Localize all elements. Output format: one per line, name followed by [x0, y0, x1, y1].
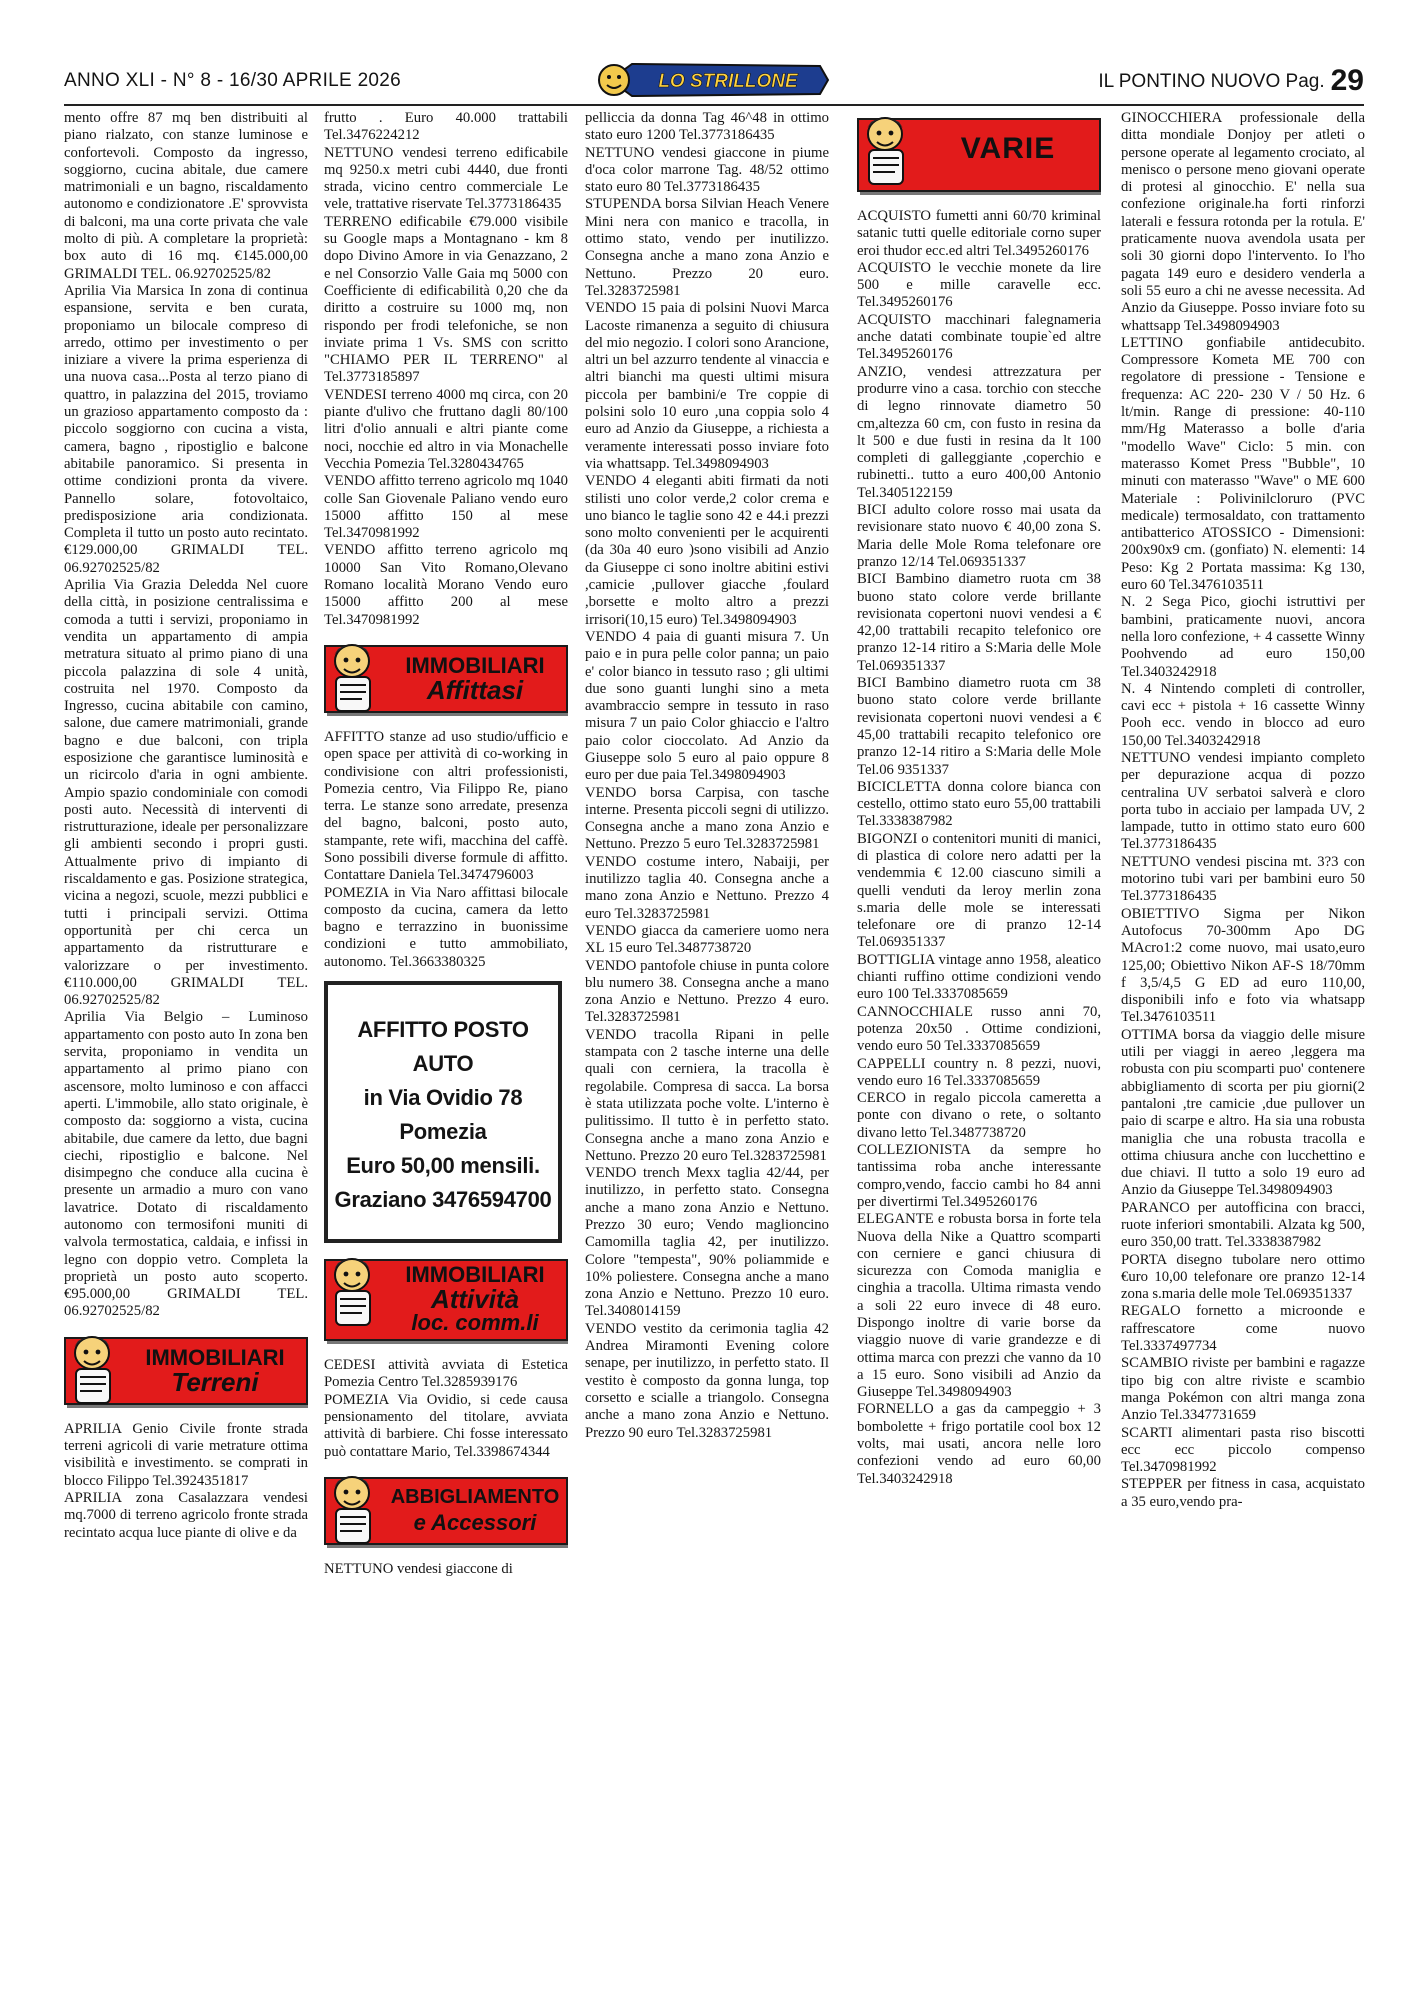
- banner-subtitle-2: loc. comm.li: [411, 1310, 539, 1336]
- classified-ad: VENDO 15 paia di polsini Nuovi Marca Lacoste rimanenza a seguito di chiusura del mio negozio. I colori sono Arancione, altri un bel azzurro tendente al vinaccia e altri bianchi ma questi ultimi misura piccola per bambini/e Tre coppie di polsini solo 10 euro ,una coppia solo 4 euro ad Anzio da Giuseppe, a richiesta a veramente interessati posso inviare foto via whattsapp. Tel.3498094903: [585, 300, 829, 472]
- classified-ad: PORTA disegno tubolare nero ottimo €uro 10,00 telefonare ore pranzo 12-14 zona s.maria delle mole Tel.069351337: [1121, 1251, 1365, 1303]
- banner-title: VARIE: [960, 132, 1056, 165]
- classified-ad: ANZIO, vendesi attrezzatura per produrre vino a casa. torchio con stecche di legno rinnovate diametro 50 cm,altezza 60 cm, con fusto in resina da lt 500 e due fusti in resina da lt 100 completi di galleggiante ,coperchio e rubinetti.. tutto a euro 400,00 Antonio Tel.3405122159: [857, 363, 1101, 501]
- banner-title: ABBIGLIAMENTO: [390, 1485, 560, 1508]
- classified-ad: VENDO vestito da cerimonia taglia 42 Andrea Miramonti Evening colore senape, per inutilizzo, in perfetto stato. Il vestito è composto da gonna lunga, top corsetto e scialle a triangolo. Consegna anche a mano zona Anzio e Nettuno. Prezzo 90 euro Tel.3283725981: [585, 1320, 829, 1441]
- classified-ad: BOTTIGLIA vintage anno 1958, aleatico chianti ruffino ottime condizioni vendo euro 100 Tel.3337085659: [857, 951, 1101, 1003]
- publication-name: IL PONTINO NUOVO Pag.: [1098, 71, 1325, 92]
- classified-ad: VENDO pantofole chiuse in punta colore blu numero 38. Consegna anche a mano zona Anzio e Nettuno. Prezzo 4 euro. Tel.3283725981: [585, 957, 829, 1026]
- classified-ad: Aprilia Via Marsica In zona di continua espansione, servita e ben curata, proponiamo un bilocale compreso di arredo, ottimo per investimento o per iniziare a vivere la prima esperienza di una nuova casa...Posta al terzo piano di quattro, in palazzina del 2015, troviamo un grazioso appartamento composto da : piccolo soggiorno con cucina a vista, camera, bagno , ripostiglio e balcone abitabile panoramico. Si presenta in ottime condizioni pronta da vivere. Pannello solare, fotovoltaico, predisposizione aria condizionata. Completa il tutto un posto auto recintato. €129.000,00 GRIMALDI TEL. 06.92702525/82: [64, 282, 308, 576]
- classified-ad: AFFITTO stanze ad uso studio/ufficio e open space per attività di co-working in condivisione con altri professionisti, Pomezia centro, Via Filippo Re, piano terra. Le stanze sono arredate, presenza del bagno, balconi, posto auto, stampante, rete wifi, macchina del caffè. Sono possibili diverse formule di affitto. Contattare Daniela Tel.3474796003: [324, 728, 568, 884]
- column-5: [1121, 110, 1365, 1976]
- classified-ad: LETTINO gonfiabile antidecubito. Compressore Kometa ME 700 con regolatore di pressione - Tensione e frequenza: AC 220- 230 V / 50 Hz. 6 lt/min. Range di pressione: 40-110 mm/Hg Materasso a bolle d'aria "modello Wave" Ciclo: 5 min. con materasso Komet Press "Bubble", 10 minuti con materasso "Wave" o ME 600 Materiale : Polivinilcloruro (PVC medicale) termosaldato, con trattamento antibatterico ATOSSICO - Dimensioni: 200x90x9 cm. (gonfiato) N. elementi: 14 Peso: Kg 2 Portata massima: Kg 130, euro 60 Tel.3476103511: [1121, 334, 1365, 594]
- classified-ad: frutto . Euro 40.000 trattabili Tel.3476224212: [324, 110, 568, 144]
- classified-ad: VENDO tracolla Ripani in pelle stampata con 2 tasche interne una delle quali con cerniera, la tracolla è regolabile. Compresa di sacca. La borsa è stata utilizzata poche volte. L'interno è pulitissimo. Il tutto è in perfetto stato. Consegna anche a mano zona Anzio e Nettuno. Prezzo 20 euro Tel.3283725981: [585, 1026, 829, 1164]
- classified-ad: TERRENO edificabile €79.000 visibile su Google maps a Montagnano - km 8 dopo Divino Amore in via Genazzano, 2 e nel Consorzio Valle Gaia mq 5000 con Coefficiente di edificabilità 0,20 che da diritto a costruire su 1000 mq, non rispondo per frodi telefoniche, se non inviate prima 1 Vs. SMS con scritto "CHIAMO PER IL TERRENO" al Tel.3773185897: [324, 213, 568, 386]
- masthead-logo-text: LO STRILLONE: [658, 71, 798, 92]
- classified-ad: STUPENDA borsa Silvian Heach Venere Mini nera con manico e tracolla, in ottimo stato, vendo per inutilizzo. Consegna anche a mano zona Anzio e Nettuno. Prezzo 20 euro. Tel.3283725981: [585, 196, 829, 299]
- classified-ad: APRILIA Genio Civile fronte strada terreni agricoli di varie metrature ottima visibilità e investimento. se comprati in blocco Filippo Tel.3924351817: [64, 1420, 308, 1489]
- newsboy-mascot-icon: [324, 639, 386, 717]
- publication-line: [1098, 64, 1364, 98]
- classified-ad: VENDO affitto terreno agricolo mq 10000 San Vito Romano,Olevano Romano località Morano Vendo euro 15000 affitto 200 al mese Tel.3470981992: [324, 542, 568, 628]
- classified-ad: CERCO in regalo piccola cameretta a ponte con divano o rete, o soltanto divano letto Tel.3487738720: [857, 1090, 1101, 1141]
- classified-ad: STEPPER per fitness in casa, acquistato a 35 euro,vendo pra-: [1121, 1476, 1365, 1510]
- column-3: [585, 110, 829, 1976]
- newsboy-mascot-icon: [857, 112, 919, 190]
- section-banner-abbigliamento: [324, 1477, 568, 1545]
- classified-ad: CANNOCCHIALE russo anni 70, potenza 20x50 . Ottime condizioni, vendo euro 50 Tel.3337085659: [857, 1003, 1101, 1055]
- column-1: [64, 110, 308, 1976]
- classified-ad: BICI Bambino diametro ruota cm 38 buono stato colore verde brillante revisionata copertoni nuovi vendesi a € 42,00 trattabili recapito telefonico ore pranzo 12-14 ritiro a S:Maria delle Mole Tel.069351337: [857, 571, 1101, 674]
- classified-ad: Aprilia Via Belgio – Luminoso appartamento con posto auto In zona ben servita, proponiamo in vendita un appartamento al primo piano con ascensore, molto luminoso e con affacci aperti. L'immobile, allo stato originale, è composto da: soggiorno a vista, cucina abitabile, due camere da letto, due bagni ciechi, ripostiglio e balcone. Nel disimpegno che conduce alla cucina è presente un armadio a muro con vano lavatrice. Dotato di riscaldamento autonomo con termosifoni muniti di valvola termostatica, caldaia, e infissi in legno con doppio vetro. Completa la proprietà un posto auto scoperto. €95.000,00 GRIMALDI TEL. 06.92702525/82: [64, 1009, 308, 1320]
- newsboy-mascot-icon: [324, 1471, 386, 1549]
- classified-ad: Aprilia Via Grazia Deledda Nel cuore della città, in posizione centralissima e comoda a tutti i servizi, proponiamo in vendita un appartamento di ampia metratura situato al primo piano di una piccola palazzina di sole 4 unità, costruita nel 1970. Composto da Ingresso, cucina abitabile con camino, salone, due camere matrimoniali, grande bagno e due balconi, con tripla esposizione che garantisce luminosità e un ricircolo d'aria in ogni ambiente. Ampio spazio condominiale con comodi posti auto. Necessità di interventi di ristrutturazione, ideale per personalizzare gli ambienti secondo i propri gusti. Attualmente privo di impianto di riscaldamento e gas. Posizione strategica, vicina a negozi, scuole, mezzi pubblici e tutti i principali servizi. Ottima opportunità per chi cerca un appartamento da ristrutturare e valorizzare o per investimento. €110.000,00 GRIMALDI TEL. 06.92702525/82: [64, 577, 308, 1009]
- classified-ad: VENDO 4 eleganti abiti firmati da noti stilisti uno color verde,2 color crema e uno bianco le taglie sono 42 e 44.i prezzi sono molto convenienti per le acquirenti (da 30a 40 euro )sono visibili ad Anzio da Giuseppe ci sono inoltre abitini estivi ,camicie ,pullover giacche ,foulard ,borsette e molto altro a prezzi irrisori(10,15 euro) Tel.3498094903: [585, 473, 829, 628]
- classified-ad: PARANCO per autofficina con bracci, ruote inferiori smontabili. Alzata kg 500, euro 350,00 tratt. Tel.3338387982: [1121, 1199, 1365, 1251]
- classified-ad: pelliccia da donna Tag 46^48 in ottimo stato euro 1200 Tel.3773186435: [585, 110, 829, 144]
- section-banner-terreni: [64, 1337, 308, 1405]
- classified-ad: VENDO trench Mexx taglia 42/44, per inutilizzo, in perfetto stato. Consegna anche a mano zona Anzio e Nettuno. Prezzo 30 euro; Vendo maglioncino Camomilla taglia 42, per inutilizzo. Colore "tempesta", 90% poliammide e 10% poliestere. Consegna anche a mano zona Anzio e Nettuno. Prezzo 10 euro. Tel.3408014159: [585, 1165, 829, 1320]
- classified-ad: VENDO borsa Carpisa, con tasche interne. Presenta piccoli segni di utilizzo. Consegna anche a mano zona Anzio e Nettuno. Prezzo 5 euro Tel.3283725981: [585, 784, 829, 853]
- classified-ad: VENDO 4 paia di guanti misura 7. Un paio e in pura pelle color panna; un paio e' color bianco in tessuto raso ; gli ultimi due sono guanti lunghi sino a meta avambraccio sempre in tessuto in raso misura 7 un paio Color ghiaccio e l'altro paio color cioccolato. Ad Anzio da Giuseppe solo 5 euro al paio oppure 8 euro per due paia Tel.3498094903: [585, 628, 829, 784]
- classified-ad: NETTUNO vendesi terreno edificabile mq 9250.x metri cubi 4440, due fronti strada, vicino centro commerciale Le vele, trattative riservate Tel.3773186435: [324, 144, 568, 213]
- classified-ad: SCAMBIO riviste per bambini e ragazze tipo big con altre riviste e scambio manga Pokémon con altri manga zona Anzio Tel.3347731659: [1121, 1355, 1365, 1424]
- masthead-logo: [592, 60, 832, 100]
- classified-ad: FORNELLO a gas da campeggio + 3 bombolette + frigo portatile cool box 12 volts, mai usati, ancora nelle loro confezioni vendo ad euro 60,00 Tel.3403242918: [857, 1401, 1101, 1487]
- classified-ad: APRILIA zona Casalazzara vendesi mq.7000 di terreno agricolo fronte strada recintato acqua luce piante di olive e da: [64, 1489, 308, 1541]
- section-banner-varie: [857, 118, 1101, 192]
- classified-ad: BICICLETTA donna colore bianca con cestello, ottimo stato euro 55,00 trattabili Tel.3338387982: [857, 778, 1101, 830]
- classified-ad: CEDESI attività avviata di Estetica Pomezia Centro Tel.3285939176: [324, 1357, 568, 1391]
- banner-title: IMMOBILIARI: [145, 1344, 285, 1370]
- newsboy-mascot-icon: [64, 1331, 126, 1409]
- classified-ad: POMEZIA in Via Naro affittasi bilocale composto da cucina, camera da letto bagno e terrazzino in buonissime condizioni e tutto ammobiliato, autonomo. Tel.3663380325: [324, 884, 568, 970]
- classified-ad: REGALO fornetto a microonde e raffrescatore come nuovo Tel.3337497734: [1121, 1303, 1365, 1355]
- banner-subtitle: Affittasi: [426, 674, 524, 705]
- classified-ad: VENDO giacca da cameriere uomo nera XL 15 euro Tel.3487738720: [585, 922, 829, 957]
- classified-ad: ELEGANTE e robusta borsa in forte tela Nuova della Nike a Quattro scomparti con cerniere e ganci chiusura di sicurezza con Comoda maniglia e cinghia a tracolla. Ultima rimasta vendo a soli 22 euro invece di 48 euro. Dispongo inoltre di varie borse da viaggio nuove di varie grandezze e di ottima marca con prezzi che vanno da 10 a 15 euro. Sono visibili ad Anzio da Giuseppe Tel.3498094903: [857, 1211, 1101, 1401]
- column-2: [324, 110, 568, 1976]
- page-number: 29: [1330, 64, 1364, 97]
- banner-subtitle: Attività: [430, 1284, 520, 1315]
- classified-ad: N. 4 Nintendo completi di controller, cavi ecc + pistola + 16 cassette Winny Pooh ecc. vendo in blocco ad euro 150,00 Tel.3403242918: [1121, 680, 1365, 749]
- classified-ad: OBIETTIVO Sigma per Nikon Autofocus 70-300mm Apo DG MAcro1:2 come nuovo, mai usato,euro 125,00; Obiettivo Nikon AF-S 18/70mm f 3,5/4,5 G ED ad euro 110,00, disponibili info e foto via whatsapp Tel.3476103511: [1121, 905, 1365, 1026]
- classified-ad: mento offre 87 mq ben distribuiti al piano rialzato, con stanze luminose e confortevoli. Composto da ingresso, soggiorno, cucina abitale, due camere matrimoniali e un bagno, riscaldamento autonomo e condizionatore .E' sprovvista di balconi, ma una corte privata che vale molto di più. A completare la proprietà: box auto di 16 mq. €145.000,00 GRIMALDI TEL. 06.92702525/82: [64, 110, 308, 282]
- classified-ad: ACQUISTO macchinari falegnameria anche datati combinate toupie`ed altre Tel.3495260176: [857, 311, 1101, 363]
- classified-ad: POMEZIA Via Ovidio, si cede causa pensionamento del titolare, avviata attività di barbiere. Chi fosse interessato può contattare Mario, Tel.3398674344: [324, 1391, 568, 1460]
- classified-ad: VENDO affitto terreno agricolo mq 1040 colle San Giovenale Paliano vendo euro 15000 affitto 150 al mese Tel.3470981992: [324, 473, 568, 542]
- classified-ad: NETTUNO vendesi piscina mt. 3?3 con motorino tubi vari per bambini euro 50 Tel.3773186435: [1121, 853, 1365, 905]
- classified-ad: NETTUNO vendesi impianto completo per depurazione acqua di pozzo centralina UV serbatoi salverà e cloro porta tubo in acciaio per lampada UV, 2 lampade, tutto in ottimo stato euro 600 Tel.3773186435: [1121, 749, 1365, 853]
- classified-ad: N. 2 Sega Pico, giochi istruttivi per bambini, praticamente nuovi, ancora nella loro confezione, + 4 cassette Winny Poohvendo ad euro 150,00 Tel.3403242918: [1121, 594, 1365, 680]
- section-banner-attivita: [324, 1259, 568, 1341]
- classified-ad: NETTUNO vendesi giaccone di: [324, 1560, 513, 1577]
- newsboy-mascot-icon: [324, 1253, 386, 1331]
- classified-ad: VENDESI terreno 4000 mq circa, con 20 piante d'ulivo che fruttano dagli 80/100 litri d'olio annuali e altri piante come noci, nocchie ed altro in via Monachelle Vecchia Pomezia Tel.3280434765: [324, 386, 568, 472]
- classified-ad: GINOCCHIERA professionale della ditta mondiale Donjoy per atleti o persone operate al legamento crociato, al menisco o persone meno giovani operate di protesi al ginocchio. E' nella sua confezione originale.ha forti rinforzi laterali e fessura rotonda per la rotula. E' praticamente nuova avendola usata per soli 30 giorni dopo l'intervento. Io l'ho pagata 149 euro e desidero venderla a soli 55 euro a chi ne avesse necessita. Ad Anzio da Giuseppe. Posso inviare foto su whattsapp Tel.3498094903: [1121, 110, 1365, 334]
- classified-ad: BICI Bambino diametro ruota cm 38 buono stato colore verde brillante revisionata copertoni nuovi vendesi a € 45,00 trattabili recapito telefonico ore pranzo 12-14 ritiro a S:Maria delle Mole Tel.06 9351337: [857, 675, 1101, 778]
- boxed-ad-line: in Via Ovidio 78 Pomezia: [363, 1085, 523, 1145]
- classified-ad: ACQUISTO fumetti anni 60/70 kriminal satanic tutti quelle editoriale corno super eroi thudor ecc.ed altri Tel.3495260176: [857, 208, 1101, 259]
- mascot-head-icon: [599, 65, 629, 95]
- banner-title: IMMOBILIARI: [405, 1262, 545, 1288]
- banner-subtitle: e Accessori: [413, 1509, 537, 1535]
- banner-subtitle: Terreni: [171, 1366, 259, 1397]
- classified-ad: BICI adulto colore rosso mai usata da revisionare stato nuovo € 40,00 zona S. Maria delle Mole Roma telefonare ore pranzo 12/14 Tel.069351337: [857, 502, 1101, 570]
- classified-ad: OTTIMA borsa da viaggio delle misure utili per viaggi in aereo ,leggera ma robusta con piu scomparti puo' contenere abbigliamento di scorta per piu giorni(2 pantaloni ,tre camicie ,due pullover un paio di scarpe e altro. Ha sia una robusta maniglia che una robusta tracolla e ottima chiusura anche con lucchettino e due chiavi. Il tutto a solo 19 euro ad Anzio da Giuseppe Tel.3498094903: [1121, 1026, 1365, 1199]
- page-header: [64, 60, 1364, 104]
- classified-ad: COLLEZIONISTA da sempre ho tantissima roba anche interessante compro,vendo, faccio cambi ho 84 anni per divertirmi Tel.3495260176: [857, 1142, 1101, 1210]
- classified-ad: NETTUNO vendesi giaccone in piume d'oca color marrone Tag. 48/52 ottimo stato euro 80 Tel.3773186435: [585, 144, 829, 196]
- boxed-ad-line: Euro 50,00 mensili.: [346, 1153, 540, 1179]
- boxed-ad-line: AFFITTO POSTO AUTO: [357, 1017, 529, 1077]
- classified-ad: SCARTI alimentari pasta riso biscotti ecc ecc piccolo compenso Tel.3470981992: [1121, 1424, 1365, 1476]
- banner-title: IMMOBILIARI: [405, 652, 545, 678]
- header-rule: [64, 104, 1364, 106]
- classified-ad: CAPPELLI country n. 8 pezzi, nuovi, vendo euro 16 Tel.3337085659: [857, 1055, 1101, 1089]
- section-banner-affittasi: [324, 645, 568, 713]
- classified-ad: ACQUISTO le vecchie monete da lire 500 e mille caravelle ecc. Tel.3495260176: [857, 259, 1101, 311]
- boxed-ad-parking: [324, 981, 562, 1243]
- issue-info: ANNO XLI - N° 8 - 16/30 APRILE 2026: [64, 70, 402, 91]
- column-4: [857, 110, 1101, 1976]
- classified-ad: VENDO costume intero, Nabaiji, per inutilizzo taglia 40. Consegna anche a mano zona Anzio e Nettuno. Prezzo 4 euro Tel.3283725981: [585, 853, 829, 922]
- classified-ad: BIGONZI o contenitori muniti di manici, di plastica di colore nero adatti per la vendemmia € 12.00 ciascuno simili a quelli venduti da leroy merlin zona s.maria delle mole se interessati telefonare ore di pranzo 12-14 Tel.069351337: [857, 830, 1101, 951]
- boxed-ad-line: Graziano 3476594700: [334, 1187, 552, 1213]
